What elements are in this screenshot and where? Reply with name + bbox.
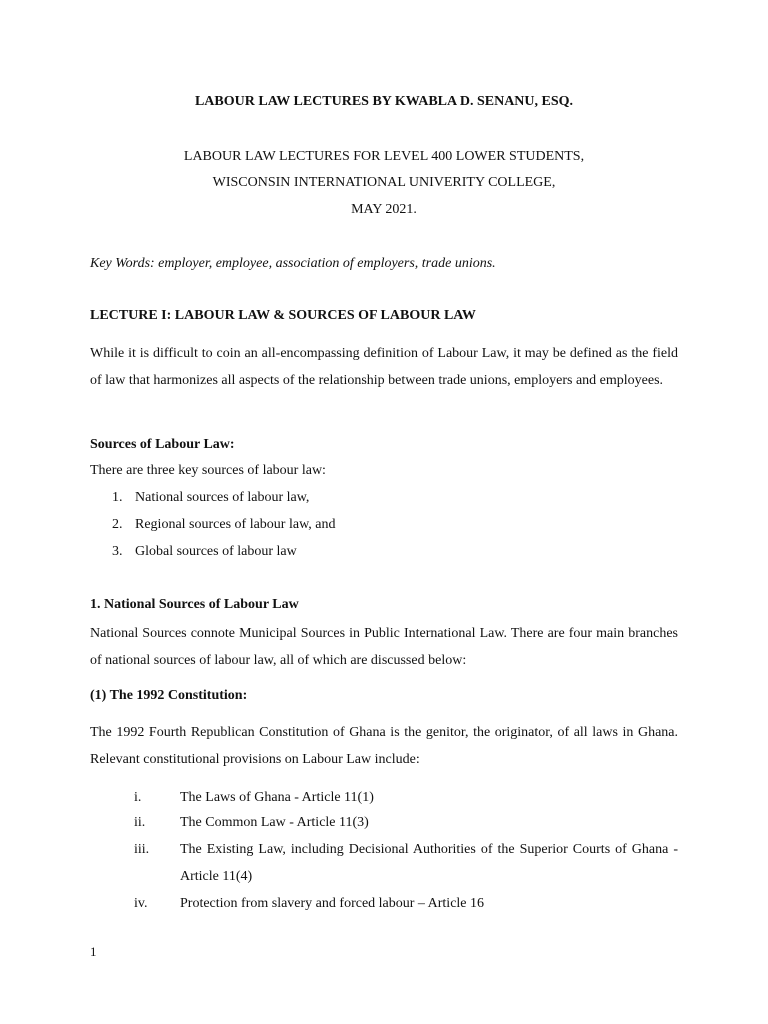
lecture-heading: LECTURE I: LABOUR LAW & SOURCES OF LABOUR LAW (90, 308, 476, 323)
list-item-text: Regional sources of labour law, and (135, 517, 336, 532)
national-sources-heading: 1. National Sources of Labour Law (90, 597, 299, 612)
list-item-number: 1. (112, 490, 123, 505)
list-item-number: iv. (134, 896, 148, 911)
list-item-number: ii. (134, 815, 146, 830)
list-item-number: i. (134, 790, 142, 805)
subtitle-line-3: MAY 2021. (351, 202, 417, 217)
list-item-text: Protection from slavery and forced labour – Article 16 (180, 896, 485, 911)
definition-paragraph: While it is difficult to coin an all-encompassing definition of Labour Law, it may be defined as the field of law that harmonizes all aspects of the relationship between trade unions, employers and employees. (90, 346, 678, 388)
list-item-text: The Existing Law, including Decisional Authorities of the Superior Courts of Ghana - Article 11(4) (180, 842, 678, 884)
keywords-line: Key Words: employer, employee, association of employers, trade unions. (90, 256, 496, 271)
page-number: 1 (90, 944, 97, 959)
list-item-text: National sources of labour law, (135, 490, 310, 505)
document-title: LABOUR LAW LECTURES BY KWABLA D. SENANU, ESQ. (194, 94, 574, 109)
list-item-text: The Common Law - Article 11(3) (180, 815, 369, 830)
list-item-number: 2. (112, 517, 123, 532)
subtitle-line-2: WISCONSIN INTERNATIONAL UNIVERITY COLLEGE, (212, 175, 556, 190)
sources-heading: Sources of Labour Law: (90, 437, 235, 452)
list-item-text: The Laws of Ghana - Article 11(1) (180, 790, 374, 805)
subtitle-line-1: LABOUR LAW LECTURES FOR LEVEL 400 LOWER STUDENTS, (183, 149, 585, 164)
constitution-heading: (1) The 1992 Constitution: (90, 688, 248, 703)
constitution-paragraph: The 1992 Fourth Republican Constitution of Ghana is the genitor, the originator, of all laws in Ghana. Relevant constitutional provisions on Labour Law include: (90, 725, 678, 767)
sources-intro: There are three key sources of labour law: (90, 463, 326, 478)
list-item-number: 3. (112, 544, 123, 559)
list-item-text: Global sources of labour law (135, 544, 297, 559)
list-item-number: iii. (134, 842, 150, 857)
national-sources-paragraph: National Sources connote Municipal Sources in Public International Law. There are four main branches of national sources of labour law, all of which are discussed below: (90, 626, 678, 668)
